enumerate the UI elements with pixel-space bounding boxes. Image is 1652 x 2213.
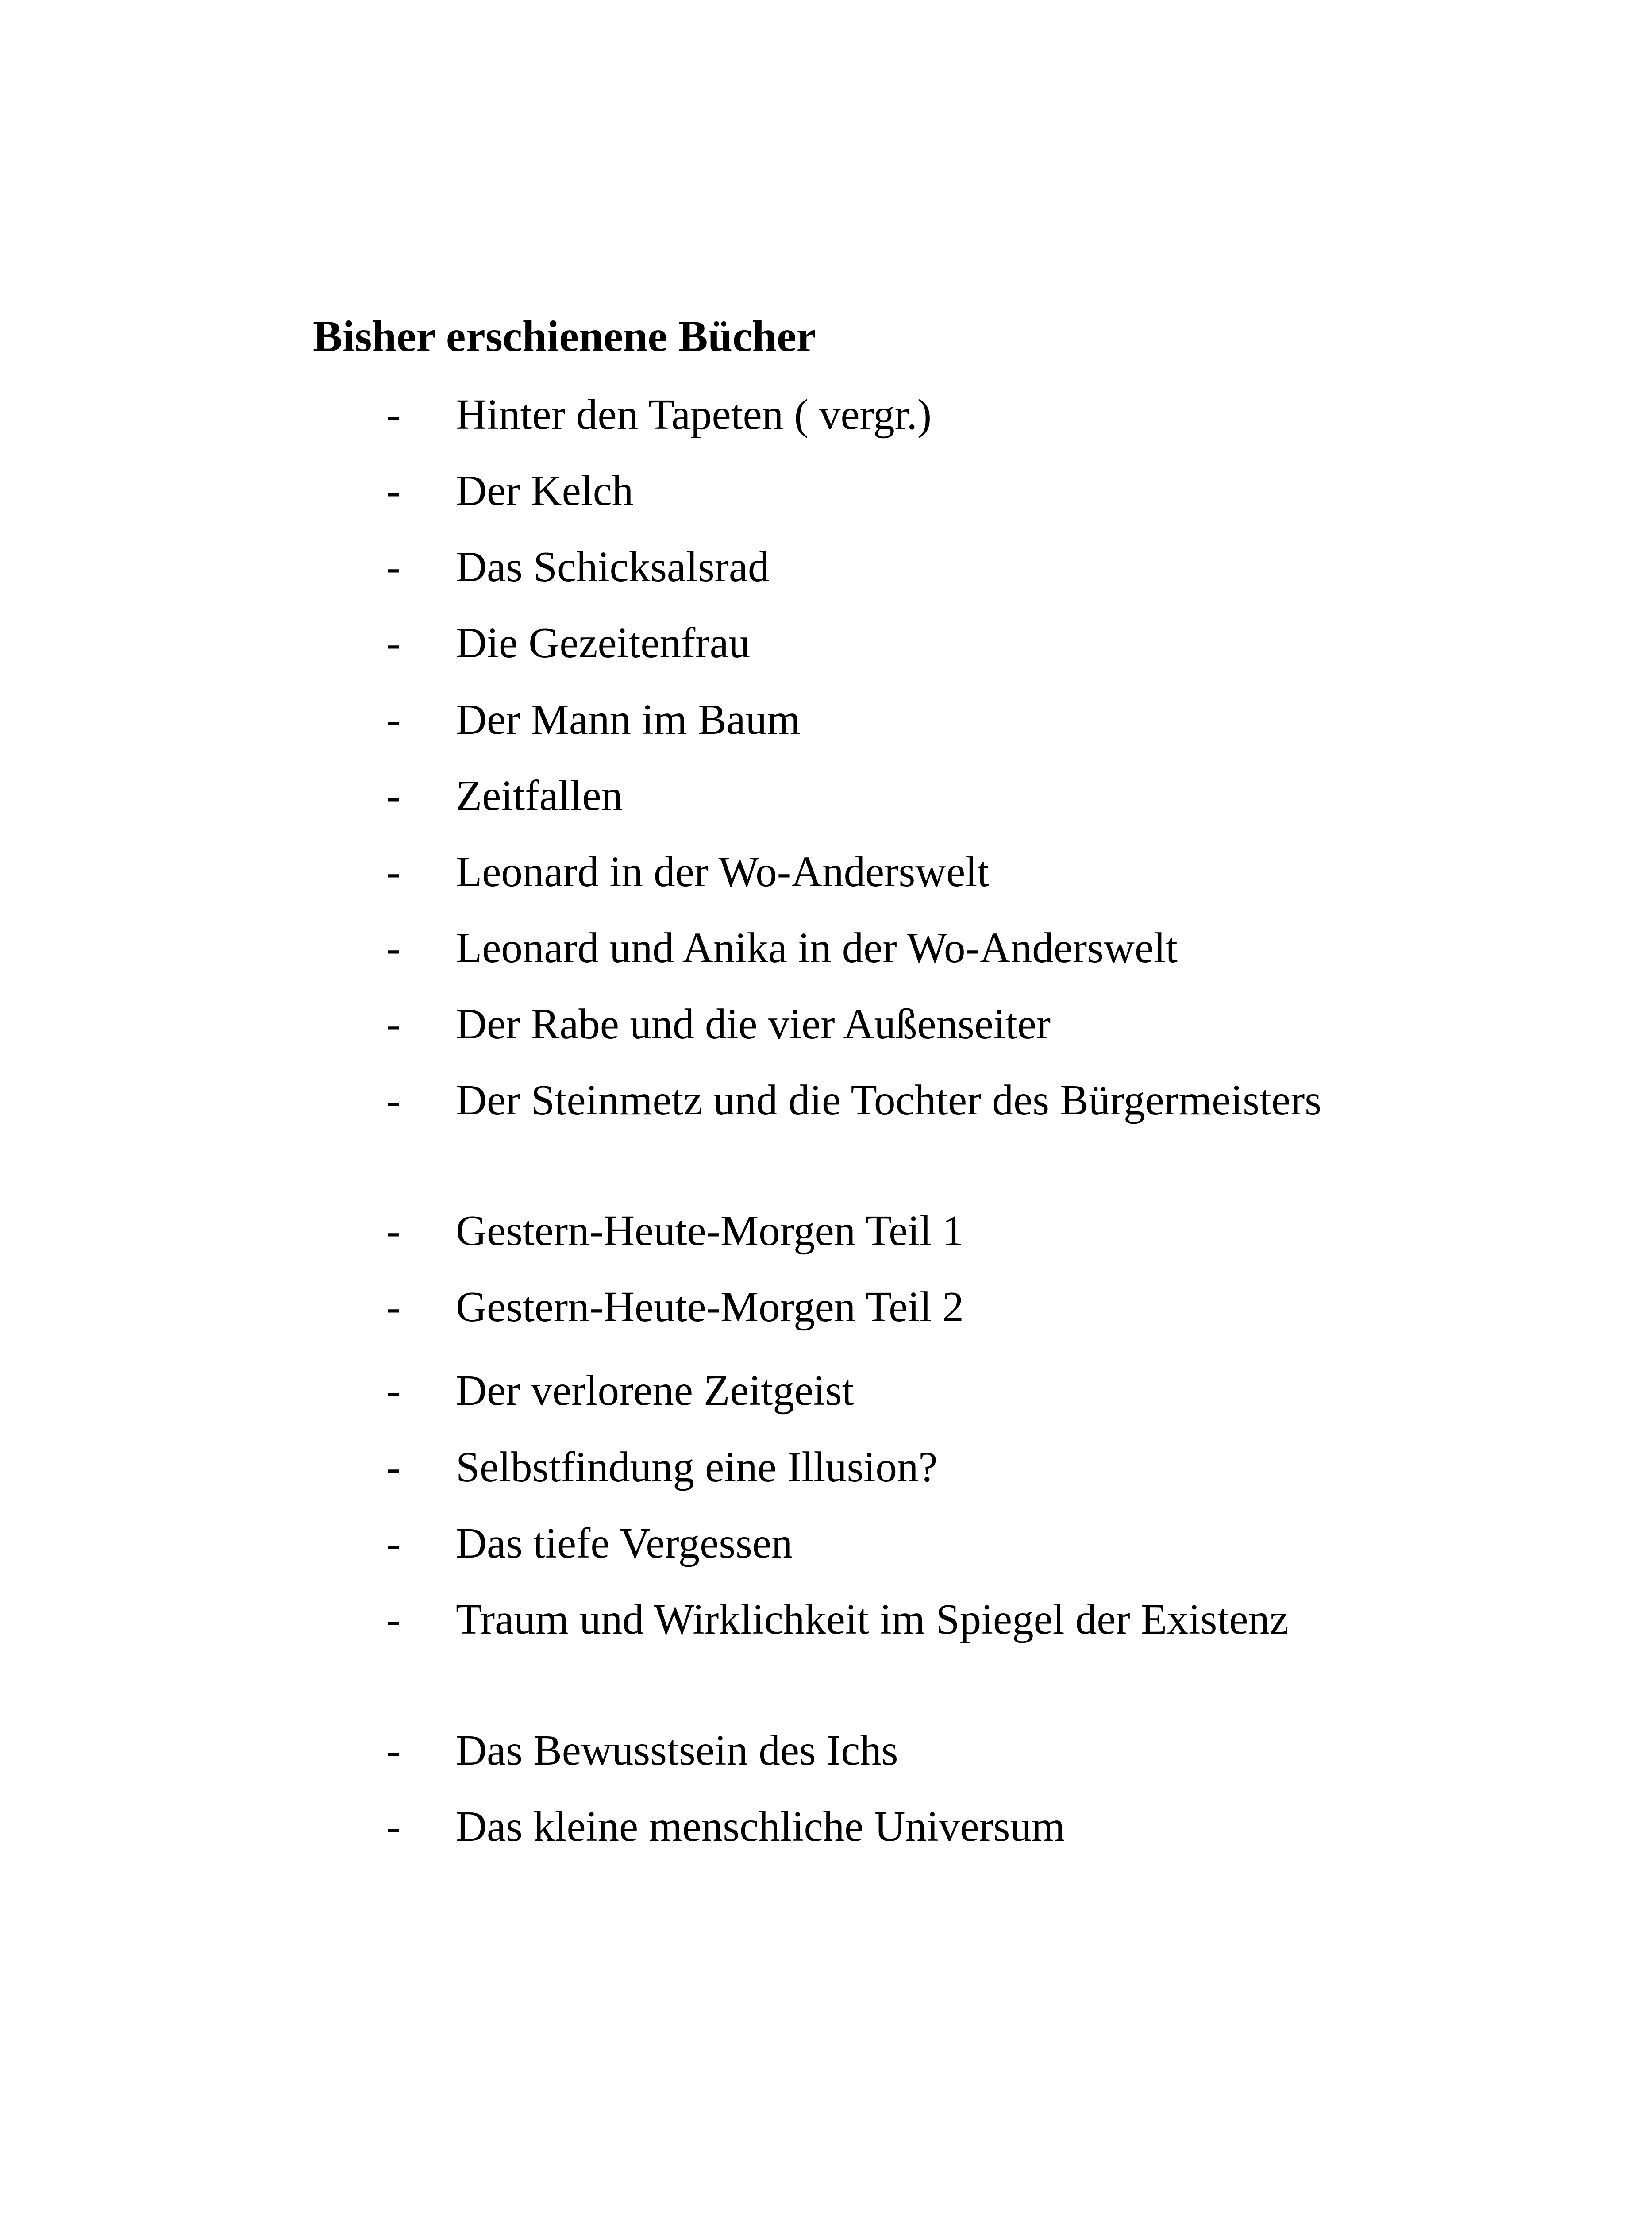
dash-bullet: - <box>386 696 401 743</box>
book-title: Selbstfindung eine Illusion? <box>456 1443 938 1491</box>
dash-bullet: - <box>386 1000 401 1048</box>
book-title: Der verlorene Zeitgeist <box>456 1367 854 1414</box>
book-title: Gestern-Heute-Morgen Teil 1 <box>456 1207 964 1254</box>
dash-bullet: - <box>386 543 401 590</box>
book-title: Das tiefe Vergessen <box>456 1519 793 1567</box>
dash-bullet: - <box>386 1519 401 1567</box>
book-title: Die Gezeitenfrau <box>456 619 751 667</box>
book-title: Der Mann im Baum <box>456 696 801 743</box>
dash-bullet: - <box>386 924 401 972</box>
dash-bullet: - <box>386 467 401 514</box>
book-title: Das kleine menschliche Universum <box>456 1803 1065 1850</box>
dash-bullet: - <box>386 1443 401 1491</box>
dash-bullet: - <box>386 1076 401 1124</box>
dash-bullet: - <box>386 1283 401 1330</box>
dash-bullet: - <box>386 1727 401 1774</box>
book-title: Gestern-Heute-Morgen Teil 2 <box>456 1283 964 1330</box>
list-heading: Bisher erschienene Bücher <box>313 312 816 361</box>
book-title: Der Steinmetz und die Tochter des Bürgermeisters <box>456 1076 1322 1124</box>
book-title: Das Bewusstsein des Ichs <box>456 1727 898 1774</box>
book-title: Hinter den Tapeten ( vergr.) <box>456 391 932 438</box>
dash-bullet: - <box>386 619 401 667</box>
dash-bullet: - <box>386 848 401 895</box>
dash-bullet: - <box>386 772 401 819</box>
dash-bullet: - <box>386 391 401 438</box>
dash-bullet: - <box>386 1367 401 1414</box>
dash-bullet: - <box>386 1803 401 1850</box>
dash-bullet: - <box>386 1207 401 1254</box>
book-title: Das Schicksalsrad <box>456 543 770 590</box>
book-title: Der Rabe und die vier Außenseiter <box>456 1000 1051 1048</box>
book-title: Traum und Wirklichkeit im Spiegel der Existenz <box>456 1596 1289 1643</box>
dash-bullet: - <box>386 1596 401 1643</box>
book-title: Leonard in der Wo-Anderswelt <box>456 848 990 895</box>
book-title: Zeitfallen <box>456 772 623 819</box>
book-title: Der Kelch <box>456 467 634 514</box>
book-title: Leonard und Anika in der Wo-Anderswelt <box>456 924 1178 972</box>
